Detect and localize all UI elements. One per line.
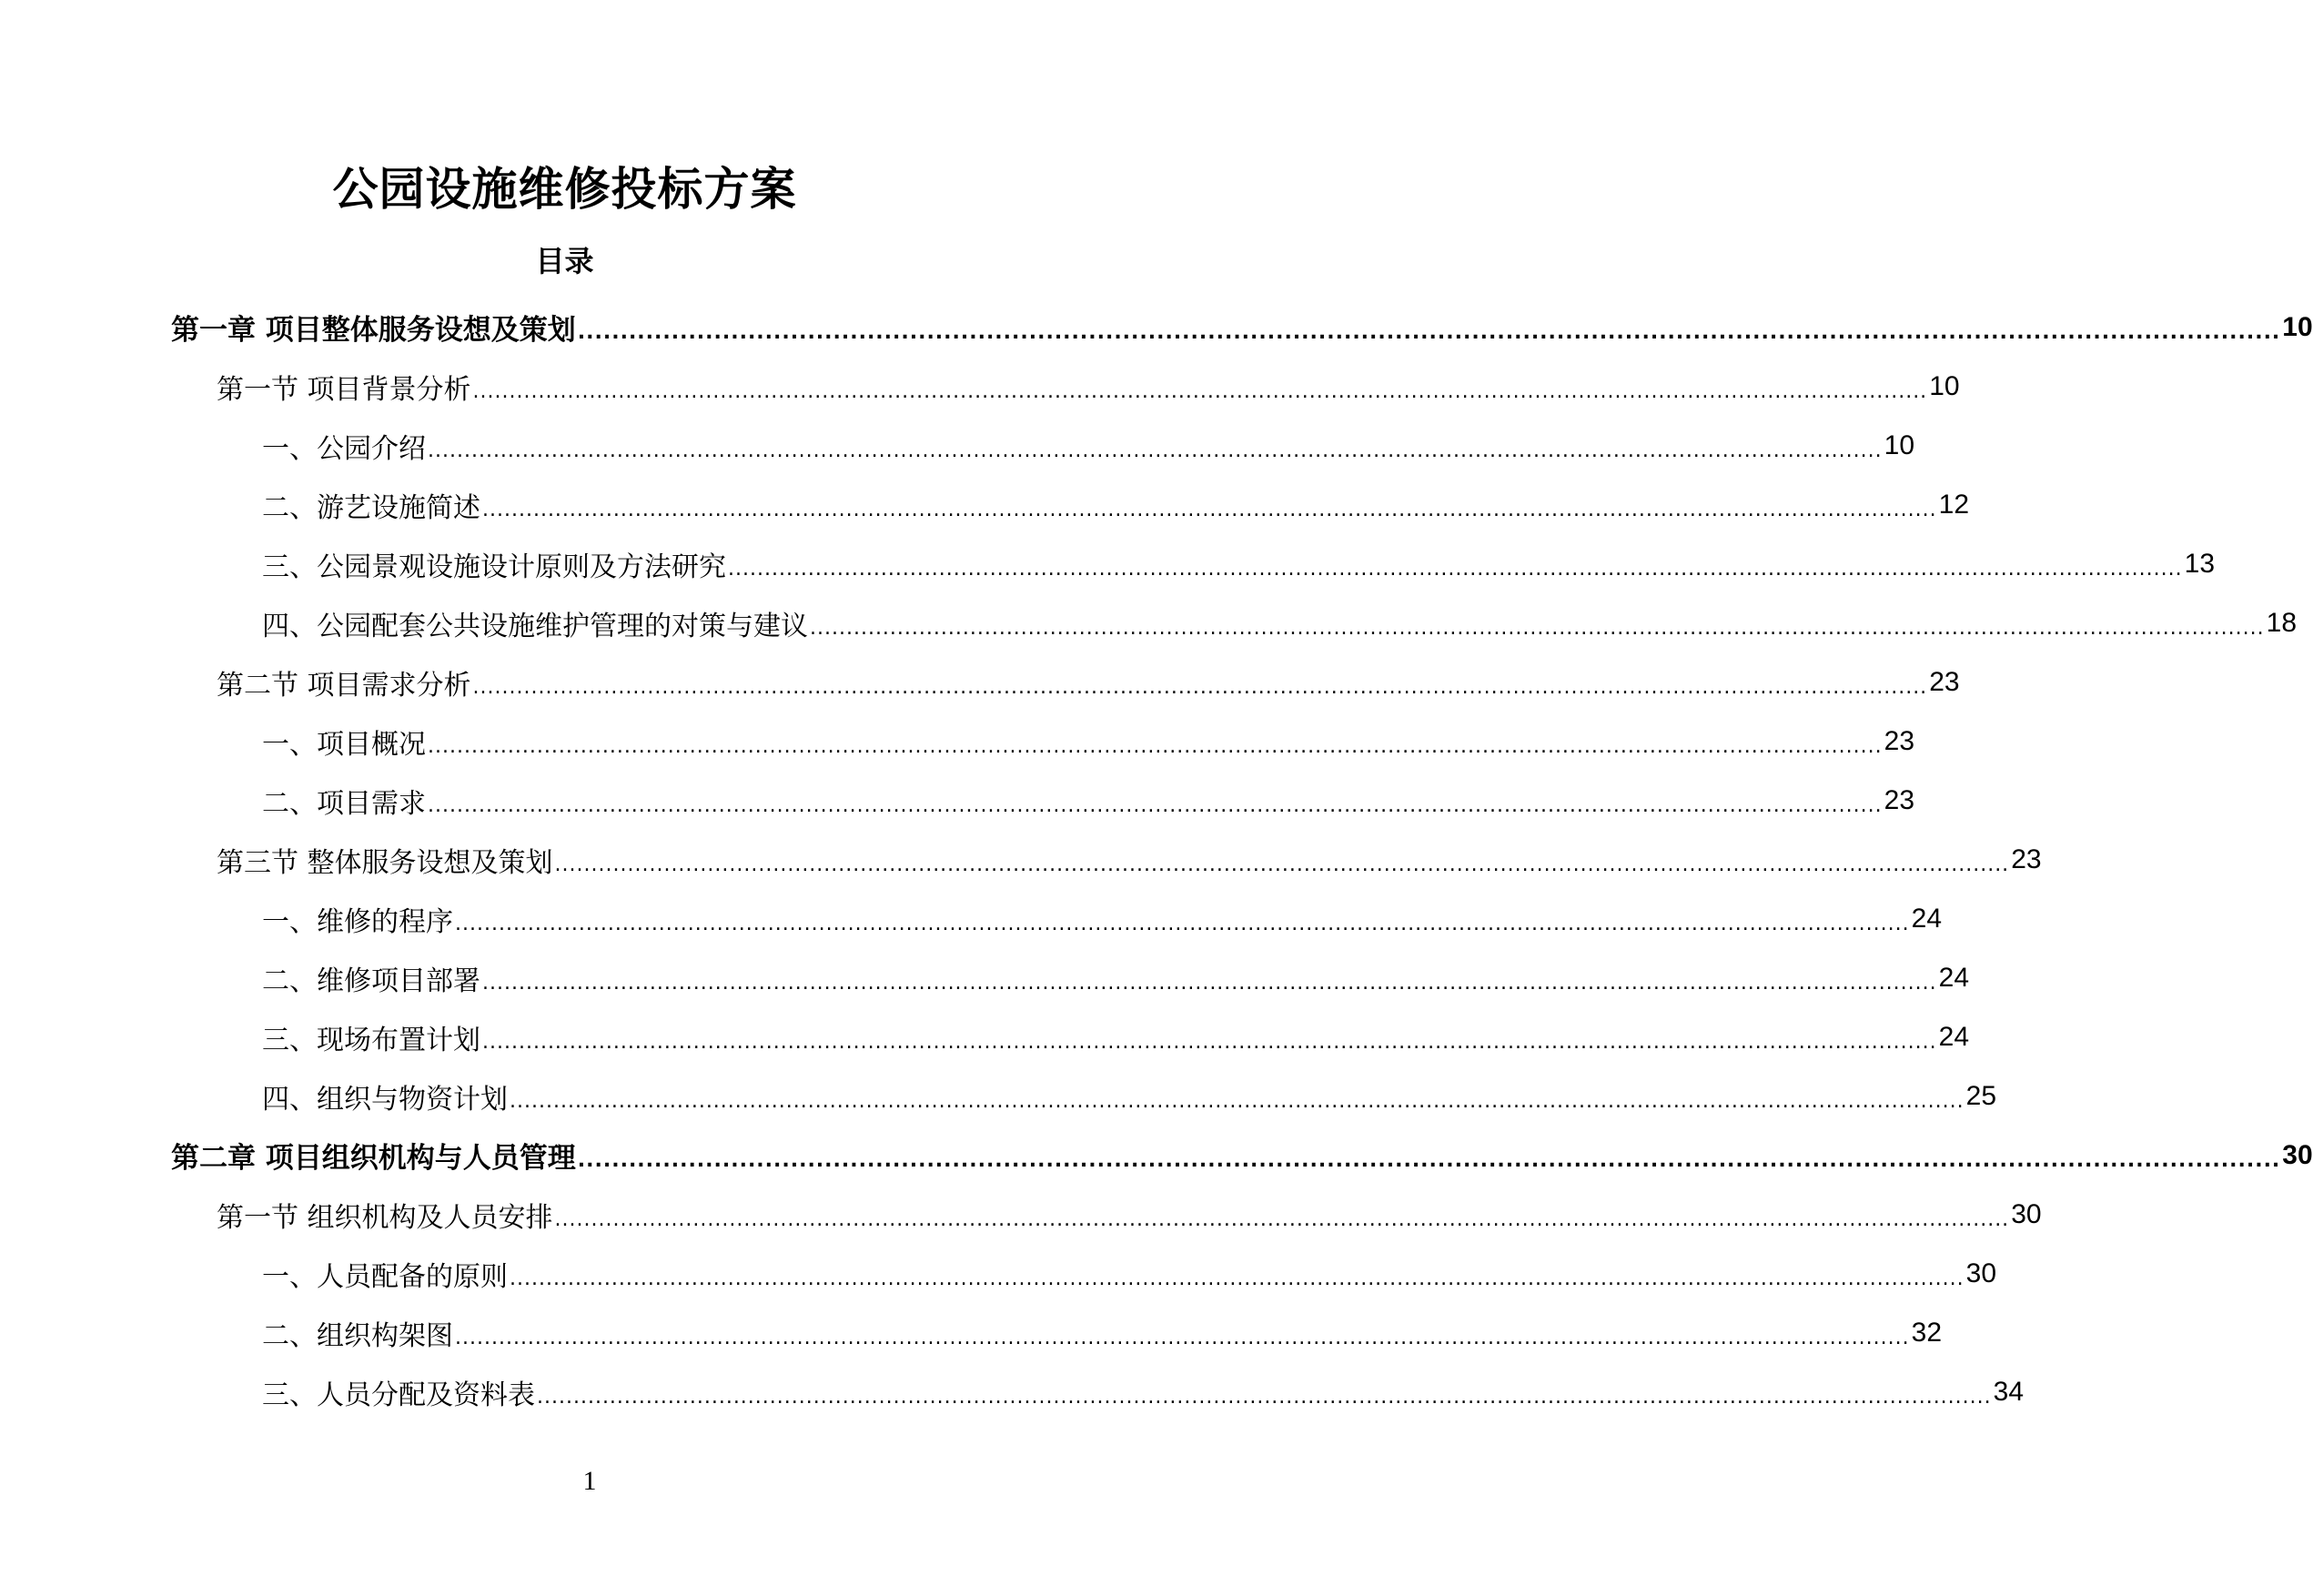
toc-entry-title: 四、组织与物资计划 [262,1083,508,1116]
toc-entry-subsection[interactable] [262,475,1970,534]
toc-heading: 目录 [535,244,594,278]
toc-entry-page: 12 [1938,489,1970,520]
toc-entry-section[interactable] [217,357,1960,416]
toc-entry-subsection[interactable] [262,416,1915,475]
toc-entry-page: 23 [1929,666,1960,697]
toc-entry-subsection[interactable] [262,1303,1943,1362]
toc-dot-leader: ........................................................................................................................................................................................................ [472,675,1928,699]
toc-entry-page: 13 [2184,548,2216,579]
toc-dot-leader: ........................................................................................................................................................................................................ [455,1326,1910,1349]
toc-entry-page: 25 [1965,1080,1997,1111]
toc-entry-title: 一、维修的程序 [262,905,453,938]
toc-entry-subsection[interactable] [262,593,2298,652]
toc-entry-page: 30 [2282,1139,2313,1170]
toc-entry-title: 第一节 项目背景分析 [217,373,471,406]
toc-dot-leader: ........................................................................................................................................................................................................ [428,734,1883,758]
toc-entry-title: 第一章 项目整体服务设想及策划 [171,314,576,347]
toc-dot-leader: ........................................................................................................................................................................................................ [577,320,2281,344]
toc-entry-page: 23 [2011,843,2042,874]
toc-entry-title: 一、公园介绍 [262,432,426,465]
toc-entry-page: 24 [1938,1021,1970,1052]
toc-entry-page: 10 [1884,429,1915,460]
toc-entry-title: 第三节 整体服务设想及策划 [217,846,553,879]
toc-entry-title: 第二节 项目需求分析 [217,669,471,702]
toc-entry-subsection[interactable] [262,771,1915,830]
toc-dot-leader: ........................................................................................................................................................................................................ [472,379,1928,403]
toc-entry-section[interactable] [217,652,1960,712]
toc-entry-title: 一、项目概况 [262,728,426,761]
toc-entry-subsection[interactable] [262,1362,2025,1421]
toc-dot-leader: ........................................................................................................................................................................................................ [428,793,1883,817]
toc-entry-section[interactable] [217,830,2042,889]
toc-entry-title: 二、组织构架图 [262,1319,453,1352]
toc-entry-page: 10 [2282,311,2313,342]
toc-dot-leader: ........................................................................................................................................................................................................ [510,1089,1965,1113]
toc-entry-subsection[interactable] [262,948,1970,1007]
toc-entry-title: 二、维修项目部署 [262,965,480,997]
toc-entry-title: 四、公园配套公共设施维护管理的对策与建议 [262,610,808,642]
toc-dot-leader: ........................................................................................................................................................................................................ [554,853,2010,876]
toc-entry-page: 32 [1911,1317,1943,1348]
toc-entry-title: 二、项目需求 [262,787,426,820]
toc-dot-leader: ........................................................................................................................................................................................................ [482,498,1937,521]
toc-entry-subsection[interactable] [262,1244,1997,1303]
toc-entry-page: 23 [1884,784,1915,815]
toc-entry-page: 30 [2011,1198,2042,1229]
toc-entry-title: 三、现场布置计划 [262,1024,480,1056]
toc-entry-subsection[interactable] [262,712,1915,771]
document-title: 公园设施维修投标方案 [332,163,797,216]
toc-entry-title: 第二章 项目组织机构与人员管理 [171,1142,576,1175]
toc-entry-chapter-1[interactable] [171,298,2313,357]
toc-dot-leader: ........................................................................................................................................................................................................ [554,1207,2010,1231]
toc-entry-chapter-2[interactable] [171,1126,2313,1185]
toc-entry-page: 18 [2266,607,2298,638]
toc-entry-subsection[interactable] [262,1066,1997,1126]
toc-entry-page: 24 [1938,962,1970,993]
toc-entry-section[interactable] [217,1185,2042,1244]
toc-entry-title: 三、人员分配及资料表 [262,1379,535,1411]
toc-dot-leader: ........................................................................................................................................................................................................ [728,557,2183,581]
toc-entry-page: 34 [1993,1376,2025,1407]
toc-dot-leader: ........................................................................................................................................................................................................ [482,971,1937,995]
toc-dot-leader: ........................................................................................................................................................................................................ [537,1385,1992,1409]
toc-entry-title: 一、人员配备的原则 [262,1260,508,1293]
toc-entry-subsection[interactable] [262,534,2216,593]
toc-entry-page: 24 [1911,903,1943,934]
toc-dot-leader: ........................................................................................................................................................................................................ [482,1030,1937,1054]
toc-entry-title: 二、游艺设施简述 [262,491,480,524]
page-number: 1 [582,1466,597,1496]
toc-entry-page: 30 [1965,1258,1997,1288]
toc-entry-title: 三、公园景观设施设计原则及方法研究 [262,551,726,583]
toc-dot-leader: ........................................................................................................................................................................................................ [810,616,2265,640]
toc-dot-leader: ........................................................................................................................................................................................................ [577,1148,2281,1172]
toc-dot-leader: ........................................................................................................................................................................................................ [510,1267,1965,1290]
table-of-contents [0,298,2313,1421]
toc-dot-leader: ........................................................................................................................................................................................................ [428,439,1883,462]
toc-entry-title: 第一节 组织机构及人员安排 [217,1201,553,1234]
toc-entry-page: 23 [1884,725,1915,756]
toc-dot-leader: ........................................................................................................................................................................................................ [455,912,1910,935]
toc-entry-subsection[interactable] [262,1007,1970,1066]
toc-entry-subsection[interactable] [262,889,1943,948]
toc-entry-page: 10 [1929,370,1960,401]
